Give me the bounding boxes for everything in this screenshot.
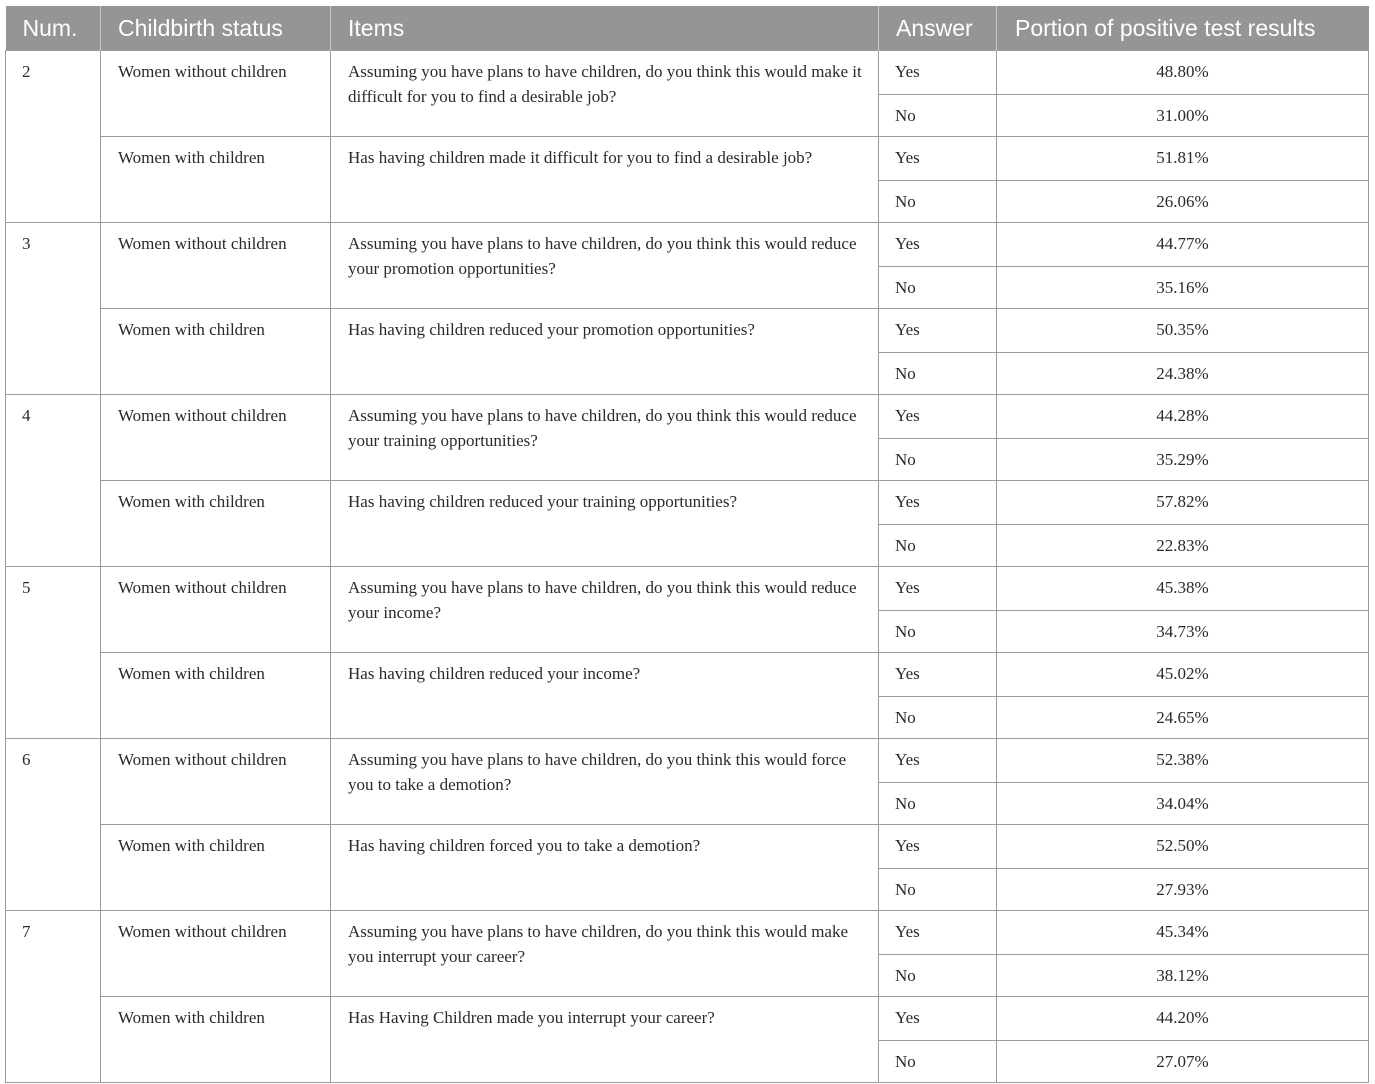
childbirth-status: Women with children [101, 653, 331, 739]
portion-yes: 48.80% [997, 51, 1369, 95]
portion-yes: 45.02% [997, 653, 1369, 697]
table-row [6, 137, 1369, 181]
portion-no: 24.65% [997, 697, 1369, 739]
group-num: 4 [6, 395, 101, 567]
item-question: Has having children made it difficult for you to find a desirable job? [331, 137, 879, 223]
item-question: Assuming you have plans to have children, do you think this would make you interrupt your career? [331, 911, 879, 997]
answer-yes: Yes [879, 653, 997, 697]
childbirth-status: Women with children [101, 997, 331, 1083]
portion-yes: 44.28% [997, 395, 1369, 439]
portion-yes: 44.20% [997, 997, 1369, 1041]
results-table [5, 6, 1369, 1083]
childbirth-status: Women without children [101, 911, 331, 997]
answer-yes: Yes [879, 223, 997, 267]
portion-yes: 50.35% [997, 309, 1369, 353]
table-row [6, 739, 1369, 783]
table-row [6, 395, 1369, 439]
table-row [6, 653, 1369, 697]
portion-yes: 52.38% [997, 739, 1369, 783]
header-row [6, 6, 1369, 51]
group-num: 6 [6, 739, 101, 911]
item-question: Has having children forced you to take a demotion? [331, 825, 879, 911]
item-question: Has having children reduced your training opportunities? [331, 481, 879, 567]
header-answer: Answer [879, 6, 997, 51]
answer-yes: Yes [879, 395, 997, 439]
answer-yes: Yes [879, 997, 997, 1041]
portion-no: 38.12% [997, 955, 1369, 997]
table-row [6, 51, 1369, 95]
table-row [6, 481, 1369, 525]
answer-no: No [879, 95, 997, 137]
portion-yes: 45.38% [997, 567, 1369, 611]
item-question: Assuming you have plans to have children, do you think this would reduce your promotion opportunities? [331, 223, 879, 309]
childbirth-status: Women with children [101, 825, 331, 911]
childbirth-status: Women without children [101, 395, 331, 481]
answer-yes: Yes [879, 739, 997, 783]
item-question: Has having children reduced your income? [331, 653, 879, 739]
answer-yes: Yes [879, 481, 997, 525]
answer-no: No [879, 783, 997, 825]
portion-no: 34.04% [997, 783, 1369, 825]
answer-no: No [879, 1041, 997, 1083]
answer-no: No [879, 611, 997, 653]
table-row [6, 223, 1369, 267]
portion-no: 26.06% [997, 181, 1369, 223]
answer-yes: Yes [879, 911, 997, 955]
table-header [6, 6, 1369, 51]
portion-no: 27.07% [997, 1041, 1369, 1083]
childbirth-status: Women with children [101, 137, 331, 223]
portion-yes: 51.81% [997, 137, 1369, 181]
group-num: 3 [6, 223, 101, 395]
group-num: 7 [6, 911, 101, 1083]
portion-no: 35.29% [997, 439, 1369, 481]
portion-no: 27.93% [997, 869, 1369, 911]
portion-yes: 44.77% [997, 223, 1369, 267]
item-question: Assuming you have plans to have children, do you think this would make it difficult for you to find a desirable job? [331, 51, 879, 137]
answer-yes: Yes [879, 51, 997, 95]
portion-no: 24.38% [997, 353, 1369, 395]
answer-no: No [879, 267, 997, 309]
item-question: Assuming you have plans to have children, do you think this would reduce your training opportunities? [331, 395, 879, 481]
item-question: Assuming you have plans to have children, do you think this would force you to take a demotion? [331, 739, 879, 825]
header-childbirth-status: Childbirth status [101, 6, 331, 51]
answer-no: No [879, 525, 997, 567]
portion-yes: 52.50% [997, 825, 1369, 869]
answer-yes: Yes [879, 825, 997, 869]
answer-no: No [879, 439, 997, 481]
table-row [6, 309, 1369, 353]
group-num: 2 [6, 51, 101, 223]
childbirth-status: Women without children [101, 739, 331, 825]
table-body [6, 51, 1369, 1083]
portion-no: 34.73% [997, 611, 1369, 653]
item-question: Assuming you have plans to have children, do you think this would reduce your income? [331, 567, 879, 653]
item-question: Has having children reduced your promotion opportunities? [331, 309, 879, 395]
answer-no: No [879, 869, 997, 911]
table-row [6, 997, 1369, 1041]
results-table-container [5, 6, 1368, 1083]
childbirth-status: Women with children [101, 481, 331, 567]
table-row [6, 825, 1369, 869]
portion-yes: 45.34% [997, 911, 1369, 955]
childbirth-status: Women without children [101, 51, 331, 137]
answer-yes: Yes [879, 137, 997, 181]
table-row [6, 567, 1369, 611]
answer-yes: Yes [879, 309, 997, 353]
item-question: Has Having Children made you interrupt your career? [331, 997, 879, 1083]
header-num: Num. [6, 6, 101, 51]
answer-no: No [879, 181, 997, 223]
header-items: Items [331, 6, 879, 51]
childbirth-status: Women with children [101, 309, 331, 395]
answer-no: No [879, 955, 997, 997]
header-portion-positive: Portion of positive test results [997, 6, 1369, 51]
childbirth-status: Women without children [101, 223, 331, 309]
portion-no: 35.16% [997, 267, 1369, 309]
table-row [6, 911, 1369, 955]
group-num: 5 [6, 567, 101, 739]
answer-no: No [879, 697, 997, 739]
childbirth-status: Women without children [101, 567, 331, 653]
answer-no: No [879, 353, 997, 395]
portion-no: 22.83% [997, 525, 1369, 567]
portion-yes: 57.82% [997, 481, 1369, 525]
portion-no: 31.00% [997, 95, 1369, 137]
answer-yes: Yes [879, 567, 997, 611]
